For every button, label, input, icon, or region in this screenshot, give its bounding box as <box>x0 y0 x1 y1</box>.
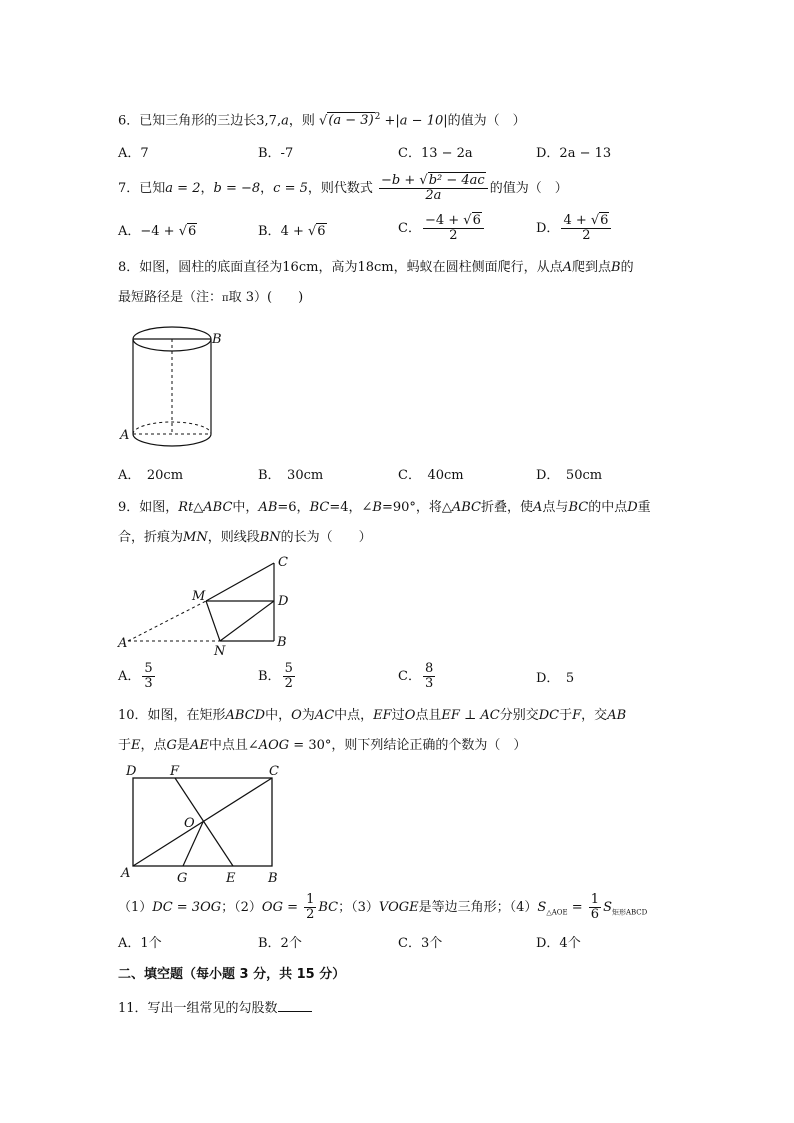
label-n: N <box>214 644 226 659</box>
label-d: D <box>278 594 289 609</box>
q6-option-d: D．2a − 13 <box>536 146 612 161</box>
q7-option-a: A．−4 + √6 <box>118 224 197 239</box>
q10-option-a: A．1个 <box>118 936 162 951</box>
answer-blank[interactable] <box>278 999 312 1012</box>
question-6-stem: 6．已知三角形的三边长3,7,a，则 $√(a - 3)^2 +|a - 10|$的值为（ ） <box>118 112 526 129</box>
label-e: E <box>226 871 236 886</box>
q6-option-b: B．-7 <box>258 146 294 161</box>
label-o: O <box>184 816 195 831</box>
cylinder-figure <box>118 322 228 452</box>
sqrt-symbol: √ <box>319 113 328 129</box>
question-10-conclusions: （1）DC = 3OG；（2）OG = $\frac{1}{2}$ BC；（3）VOGE是等边三角形；$(4)S_{\triangle AOE}$ = $\frac{1}{6}$ $S_{矩形ABCD}$ <box>118 892 648 922</box>
question-9-stem-line2: 合，折痕为MN，则线段BN的长为（ ） <box>118 530 372 545</box>
label-a: A <box>121 866 131 881</box>
label-c: C <box>278 555 288 570</box>
label-b: B <box>212 332 222 347</box>
q6-option-c: C．13 − 2a <box>398 146 473 161</box>
question-8-stem-line2: 最短路径是（注：π取 3）( ) <box>118 290 304 305</box>
label-b: B <box>277 635 287 650</box>
q10-option-d: D．4个 <box>536 936 581 951</box>
formula-fraction: $\frac{\text{−b + √b² − 4ac}}{2a}$ <box>379 174 488 203</box>
q8-option-c: C． 40cm <box>398 468 464 483</box>
triangle-fold-figure <box>118 553 298 658</box>
label-f: F <box>170 764 180 779</box>
question-10-stem-line2: 于E，点G是AE中点且∠AOG = 30°，则下列结论正确的个数为（ ） <box>118 738 527 753</box>
q8-option-d: D． 50cm <box>536 468 603 483</box>
label-d: D <box>126 764 137 779</box>
question-11-stem: 11．写出一组常见的勾股数 <box>118 999 312 1018</box>
label-b: B <box>268 871 278 886</box>
q9-option-a: A． $\frac{5}{3}$ <box>118 661 153 691</box>
q8-option-a: A． 20cm <box>118 468 184 483</box>
label-a: A <box>118 636 128 651</box>
question-10-stem: 10．如图，在矩形ABCD中，O为AC中点，EF过O点且EF ⊥ AC分别交DC于F，交AB <box>118 708 627 723</box>
q7-option-d: D． $\frac{4 + √6}{2}$ <box>536 214 613 243</box>
q7-option-b: B．4 + √6 <box>258 224 326 239</box>
q10-option-b: B．2个 <box>258 936 302 951</box>
q6-option-a: A．7 <box>118 146 149 161</box>
section-heading: 二、填空题（每小题 3 分，共 15 分） <box>118 967 346 982</box>
q10-option-c: C．3个 <box>398 936 443 951</box>
q8-option-b: B． 30cm <box>258 468 324 483</box>
q7-option-c: C． $\frac{-4 + √6}{2}$ <box>398 214 486 243</box>
label-a: A <box>120 428 130 443</box>
label-m: M <box>192 589 206 604</box>
q9-option-c: C． $\frac{8}{3}$ <box>398 661 434 691</box>
rectangle-figure <box>118 762 288 886</box>
question-9-stem: 9．如图，Rt△ABC中，AB=6，BC=4，∠B=90°，将△ABC折叠，使A点与BC的中点D重 <box>118 500 651 515</box>
q9-option-b: B． $\frac{5}{2}$ <box>258 661 293 691</box>
label-c: C <box>269 764 279 779</box>
q9-option-d: D． 5 <box>536 671 575 686</box>
label-g: G <box>177 871 188 886</box>
question-7-stem: 7．已知a = 2，b = −8，c = 5，则代数式 $\frac{\text{−b + √b² − 4ac}}{2a}$ 的值为（ ） <box>118 173 568 203</box>
question-8-stem: 8．如图，圆柱的底面直径为16cm，高为18cm，蚂蚁在圆柱侧面爬行，从点A爬到点B的 <box>118 260 634 275</box>
